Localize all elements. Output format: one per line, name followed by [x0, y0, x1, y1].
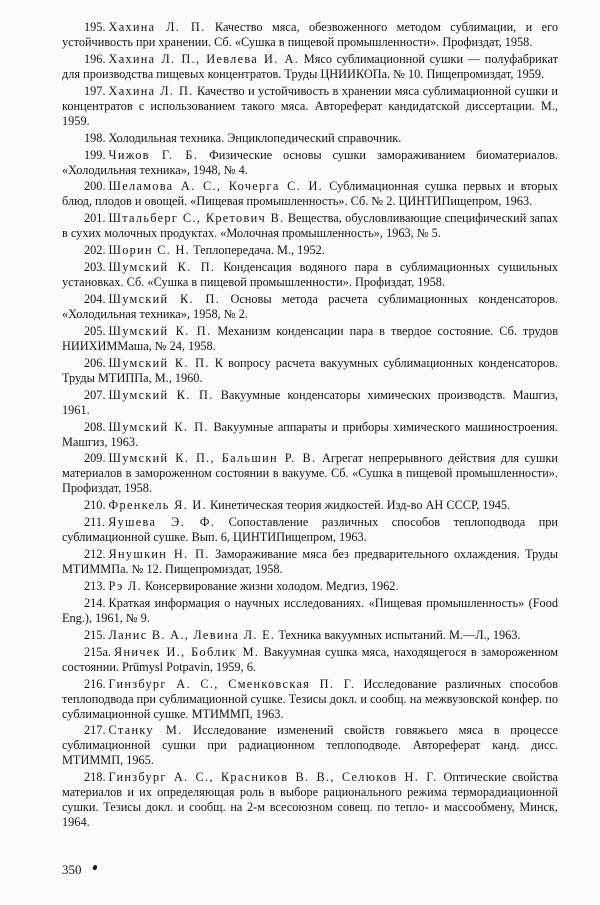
reference-entry — [62, 211, 558, 241]
reference-entry — [62, 547, 558, 577]
reference-entry — [62, 243, 558, 258]
reference-number: 210. — [84, 498, 106, 513]
reference-number: 196. — [84, 51, 106, 66]
reference-number: 198. — [84, 130, 106, 145]
reference-number: 208. — [84, 419, 106, 434]
reference-entry — [62, 52, 558, 82]
reference-author: Гинзбург А. С., Красников В. В., Селюков Н. Г. — [108, 770, 438, 785]
reference-entry — [62, 292, 558, 322]
reference-number: 195. — [84, 20, 106, 34]
reference-text: Исследование изменений свойств говяжьего мяса в процессе сублимационной сушки при радиационном теплоподводе. Автореферат канд. дисс. МТИММП, 1965. — [62, 723, 559, 768]
reference-number: 217. — [84, 723, 106, 738]
reference-author: Хахина Л. П. — [108, 20, 206, 34]
reference-author: Яничек И., Боблик М. — [113, 644, 260, 659]
reference-author: Шумский К. П. — [108, 323, 212, 338]
reference-entry — [62, 645, 558, 675]
reference-author: Шеламова А. С., Кочерга С. И. — [108, 179, 324, 194]
reference-author: Френкель Я. И. — [108, 498, 207, 513]
reference-number: 218. — [84, 770, 106, 785]
reference-list — [62, 20, 558, 830]
reference-number: 205. — [84, 323, 106, 338]
reference-text: К вопросу расчета вакуумных сублимационных конденсаторов. Труды МТИППа, М., 1960. — [62, 355, 558, 385]
reference-entry — [62, 148, 558, 178]
reference-entry — [62, 420, 558, 450]
reference-entry — [62, 770, 558, 830]
reference-text: Теплопередача. М., 1952. — [193, 243, 325, 258]
reference-author: Шумский К. П. — [108, 419, 209, 434]
reference-text: Вакуумные аппараты и приборы химического машиностроения. Машгиз, 1963. — [62, 419, 559, 449]
reference-text: Вещества, обусловливающие специфический запах в сухих молочных продуктах. «Молочная промышленность», 1963, № 5. — [62, 211, 559, 241]
reference-number: 215а. — [84, 644, 111, 659]
reference-text: Конденсация водяного пара в сублимационных сушильных установках. Сб. «Сушка в пищевой промышленности». Профиздат, 1958. — [62, 260, 558, 290]
reference-text: Замораживание мяса без предварительного охлаждения. Труды МТИММПа. № 12. Пищепромиздат, 1958. — [62, 547, 558, 577]
reference-entry — [62, 131, 558, 146]
reference-number: 211. — [84, 515, 106, 530]
reference-entry — [62, 20, 558, 50]
reference-number: 200. — [84, 179, 106, 194]
reference-text: Физические основы сушки замораживанием биоматериалов. «Холодильная техника», 1948, № 4. — [62, 147, 558, 177]
reference-number: 206. — [84, 355, 106, 370]
reference-number: 197. — [84, 83, 106, 98]
reference-text: Консервирование жизни холодом. Медгиз, 1962. — [145, 579, 399, 594]
reference-entry — [62, 388, 558, 418]
reference-number: 212. — [84, 547, 106, 562]
reference-author: Ланис В. А., Левина Л. Е. — [108, 627, 276, 642]
reference-entry — [62, 596, 558, 626]
reference-text: Агрегат непрерывного действия для сушки материалов в замороженном состоянии в вакууме. Сб. «Сушка в пищевой промышленности». Профиздат, 1958. — [62, 451, 558, 496]
reference-text: Холодильная техника. Энциклопедический справочник. — [108, 130, 402, 145]
reference-text: Качество и устойчивость в хранении мяса сублимационной сушки и концентратов с использованием такого мяса. Автореферат кандидатской диссертации. М., 1959. — [62, 83, 559, 128]
reference-author: Шорин С. Н. — [108, 243, 191, 258]
reference-text: Мясо сублимационной сушки — полуфабрикат для производства пищевых концентратов. Труды ЦНИИКОПа. № 10. Пищепромиздат, 1959. — [62, 51, 559, 81]
reference-author: Шумский К. П. — [108, 260, 216, 275]
reference-number: 199. — [84, 147, 106, 162]
reference-number: 209. — [84, 451, 106, 466]
reference-number: 204. — [84, 292, 106, 307]
reference-number: 216. — [84, 676, 106, 691]
reference-text: Механизм конденсации пара в твердое состояние. Сб. трудов НИИХИММаша, № 24, 1958. — [62, 323, 559, 353]
reference-entry — [62, 677, 558, 722]
reference-entry — [62, 579, 558, 594]
page-number: 350 — [62, 862, 82, 877]
reference-text: Основы метода расчета сублимационных конденсаторов. «Холодильная техника», 1958, № 2. — [62, 292, 558, 322]
reference-entry — [62, 324, 558, 354]
reference-author: Чижов Г. Б. — [108, 147, 199, 162]
reference-author: Шумский К. П., Бальшин Р. В. — [108, 451, 317, 466]
reference-entry — [62, 356, 558, 386]
reference-author: Штальберг С., Кретович В. — [108, 211, 285, 226]
reference-entry — [62, 451, 558, 496]
reference-text: Вакуумные конденсаторы химических производств. Машгиз, 1961. — [62, 387, 559, 417]
reference-author: Рэ Л. — [108, 579, 142, 594]
reference-author: Янушкин Н. П. — [108, 547, 210, 562]
reference-author: Станку М. — [108, 723, 183, 738]
reference-number: 207. — [84, 387, 106, 402]
reference-number: 203. — [84, 260, 106, 275]
reference-entry — [62, 260, 558, 290]
reference-entry — [62, 515, 558, 545]
reference-number: 202. — [84, 243, 106, 258]
reference-author: Хахина Л. П., Иевлева И. А. — [108, 51, 300, 66]
reference-text: Оптические свойства материалов и их определяющая роль в выборе рационального режима терморадиационной сушки. Тезисы докл. и сообщ. на 2-м всесоюзном совещ. по тепло- и массообмену, Минск, 1964. — [62, 770, 558, 830]
reference-text: Кинетическая теория жидкостей. Изд-во АН СССР, 1945. — [209, 498, 511, 513]
reference-author: Хахина Л. П. — [108, 83, 194, 98]
reference-author: Шумский К. П. — [108, 355, 210, 370]
reference-number: 215. — [84, 627, 106, 642]
reference-text: Техника вакуумных испытаний. М.—Л., 1963. — [278, 627, 521, 642]
reference-text: Вакуумная сушка мяса, находящегося в замороженном состоянии. Prümysl Potpavin, 1959, 6. — [62, 644, 559, 674]
reference-number: 213. — [84, 579, 106, 594]
reference-text: Сублимационная сушка первых и вторых блюд, плодов и овощей. «Пищевая промышленность». Сб. № 2. ЦИНТИПищепром, 1963. — [62, 179, 558, 209]
reference-text: Качество мяса, обезвоженного методом сублимации, и его устойчивость при хранении. Сб. «Сушка в пищевой промышленности». Профиздат, 1958. — [62, 20, 559, 49]
reference-entry — [62, 84, 558, 129]
reference-entry — [62, 498, 558, 513]
page-footer — [62, 862, 97, 878]
reference-author: Шумский К. П. — [108, 292, 221, 307]
reference-number: 214. — [84, 595, 106, 610]
reference-text: Исследование различных способов теплоподвода при сублимационной сушке. Тезисы докл. и сообщ. на межвузовской конфер. по сублимационной сушке. МТИММП, 1963. — [62, 676, 559, 721]
reference-text: Краткая информация о научных исследованиях. «Пищевая промышленность» (Food Eng.), 1961, № 9. — [62, 595, 558, 625]
reference-entry — [62, 723, 558, 768]
reference-author: Гинзбург А. С., Сменковская П. Г. — [108, 676, 356, 691]
reference-entry — [62, 628, 558, 643]
ink-mark — [92, 864, 97, 870]
reference-author: Яушева Э. Ф. — [108, 515, 216, 530]
reference-number: 201. — [84, 211, 106, 226]
reference-entry — [62, 179, 558, 209]
reference-text: Сопоставление различных способов теплоподвода при сублимационной сушке. Вып. 6, ЦИНТИПищепром, 1963. — [62, 515, 559, 545]
reference-author: Шумский К. П. — [108, 387, 214, 402]
